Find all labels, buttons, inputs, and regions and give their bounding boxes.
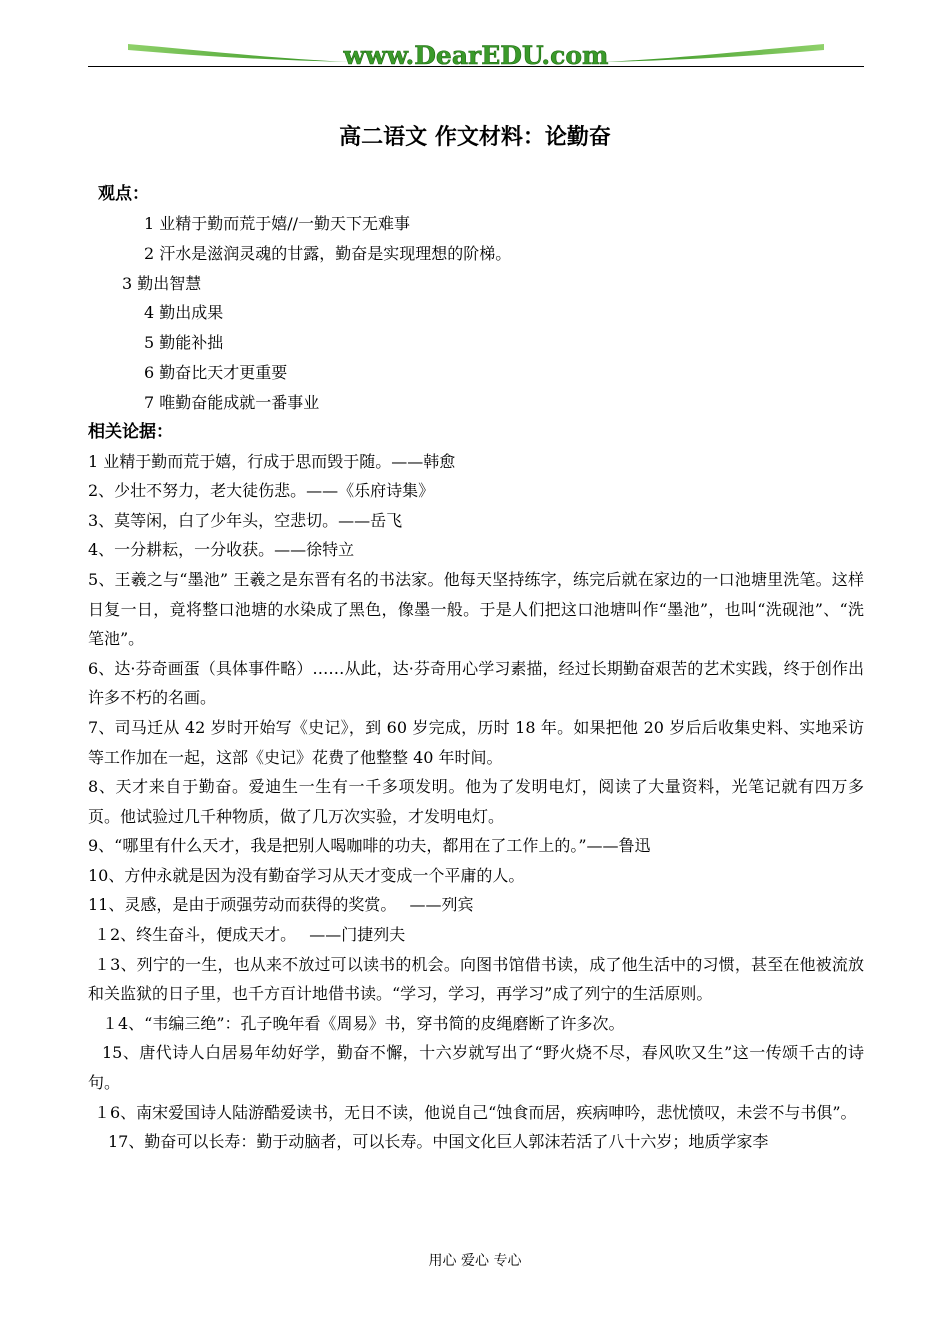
document-body xyxy=(88,180,864,1157)
viewpoint-item: 2 汗水是滋润灵魂的甘露，勤奋是实现理想的阶梯。 xyxy=(144,243,512,263)
evidence-item: 15、唐代诗人白居易年幼好学，勤奋不懈，十六岁就写出了“野火烧不尽，春风吹又生”这一传颂千古的诗句。 xyxy=(88,1043,864,1093)
viewpoint-item: 3 勤出智慧 xyxy=(122,273,202,293)
evidence-item: 7、司马迁从 42 岁时开始写《史记》，到 60 岁完成，历时 18 年。如果把他 20 岁后后收集史料、实地采访等工作加在一起，这部《史记》花费了他整整 40 年时间。 xyxy=(88,717,864,767)
evidence-item: 3、莫等闲，白了少年头，空悲切。——岳飞 xyxy=(88,510,403,530)
evidence-item: 5、王羲之与“墨池” 王羲之是东晋有名的书法家。他每天坚持练字，练完后就在家边的一口池塘里洗笔。这样日复一日，竟将整口池塘的水染成了黑色，像墨一般。于是人们把这口池塘叫作“墨池”，也叫“洗砚池”、“洗笔池”。 xyxy=(88,569,864,649)
evidence-item: 9、“哪里有什么天才，我是把别人喝咖啡的功夫，都用在了工作上的。”——鲁迅 xyxy=(88,836,651,856)
evidence-item: １6、南宋爱国诗人陆游酷爱读书，无日不读，他说自己“蚀食而居，疾病呻吟，悲忧愤叹，未尝不与书俱”。 xyxy=(94,1102,857,1122)
evidence-item: １2、终生奋斗，便成天才。 ——门捷列夫 xyxy=(94,925,406,945)
evidence-item: 17、勤奋可以长寿：勤于动脑者，可以长寿。中国文化巨人郭沫若活了八十六岁；地质学家李 xyxy=(108,1132,769,1152)
viewpoint-item: 5 勤能补拙 xyxy=(144,333,224,353)
right-swoosh-graphic xyxy=(604,44,824,62)
evidence-item: 10、方仲永就是因为没有勤奋学习从天才变成一个平庸的人。 xyxy=(88,865,525,885)
viewpoint-item: 4 勤出成果 xyxy=(144,303,224,323)
evidence-item: 6、达·芬奇画蛋（具体事件略）……从此，达·芬奇用心学习素描，经过长期勤奋艰苦的艺术实践，终于创作出许多不朽的名画。 xyxy=(88,658,864,708)
evidence-item: １3、列宁的一生，也从来不放过可以读书的机会。向图书馆借书读，成了他生活中的习惯，甚至在他被流放和关监狱的日子里，也千方百计地借书读。“学习，学习，再学习”成了列宁的生活原则。 xyxy=(88,954,864,1004)
viewpoint-item: 1 业精于勤而荒于嬉//一勤天下无难事 xyxy=(144,214,411,233)
evidence-item: 11、灵感，是由于顽强劳动而获得的奖赏。 ——列宾 xyxy=(88,895,474,915)
viewpoints-heading: 观点： xyxy=(98,184,149,204)
page-footer: 用心 爱心 专心 xyxy=(428,1253,522,1269)
site-logo-text: www.DearEDU.com xyxy=(343,41,609,70)
viewpoints-list xyxy=(88,209,864,418)
evidence-item: 8、天才来自于勤奋。爱迪生一生有一千多项发明。他为了发明电灯，阅读了大量资料，光笔记就有四万多页。他试验过几千种物质，做了几万次实验，才发明电灯。 xyxy=(88,777,864,826)
viewpoint-item: 7 唯勤奋能成就一番事业 xyxy=(144,392,320,412)
evidence-heading: 相关论据： xyxy=(88,421,173,442)
evidence-item: １4、“韦编三绝”：孔子晚年看《周易》书，穿书简的皮绳磨断了许多次。 xyxy=(102,1013,625,1033)
evidence-item: 1 业精于勤而荒于嬉，行成于思而毁于随。——韩愈 xyxy=(88,451,456,471)
left-swoosh-graphic xyxy=(128,44,348,62)
evidence-item: 2、少壮不努力，老大徒伤悲。——《乐府诗集》 xyxy=(88,481,435,501)
document-title: 高二语文 作文材料：论勤奋 xyxy=(339,124,611,150)
evidence-list xyxy=(88,447,864,1157)
viewpoint-item: 6 勤奋比天才更重要 xyxy=(144,362,288,382)
evidence-item: 4、一分耕耘，一分收获。——徐特立 xyxy=(88,540,355,560)
header-divider xyxy=(88,66,864,67)
